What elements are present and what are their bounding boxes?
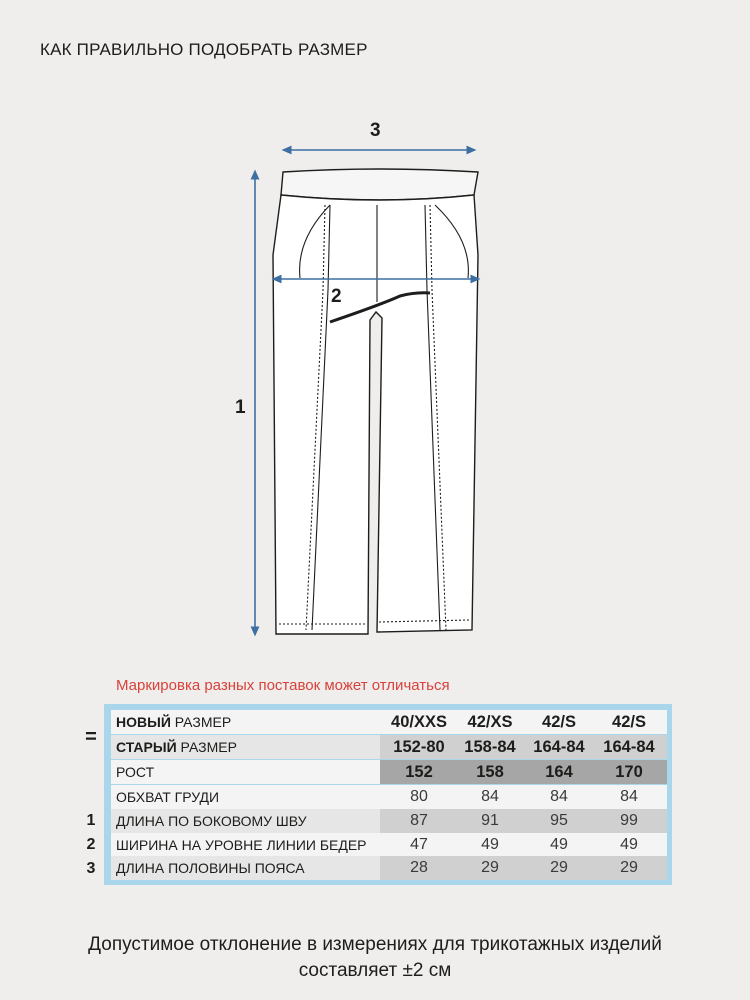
cell: 95 [550,812,568,829]
cell: 158-84 [464,738,516,756]
row-label: ОБХВАТ ГРУДИ [111,785,380,809]
tolerance-line-2: составляет ±2 см [298,960,452,981]
cell: 152 [405,763,433,781]
row-label: НОВЫЙ РАЗМЕР [111,710,380,734]
cell: 29 [550,859,568,876]
cell: 42/XS [467,713,513,731]
table-row [111,833,667,857]
table-row [111,760,667,784]
cell: 29 [620,859,638,876]
tolerance-note [0,932,750,984]
row-marker: 2 [86,836,96,853]
row-label: РОСТ [111,760,380,784]
table-row [111,785,667,809]
cell: 28 [410,859,428,876]
cell: 29 [481,859,499,876]
cell: 42/S [612,713,646,731]
hip-dimension-label: 2 [331,286,342,307]
row-values [380,856,667,880]
row-values [380,785,667,809]
cell: 87 [410,812,428,829]
waist-dimension-label: 3 [370,120,381,141]
cell: 158 [476,763,504,781]
cell: 80 [410,788,428,805]
table-row [111,735,667,759]
cell: 164 [545,763,573,781]
row-values [380,760,667,784]
cell: 164-84 [533,738,585,756]
cell: 84 [620,788,638,805]
cell: 49 [620,836,638,853]
length-dimension-label: 1 [235,397,246,418]
row-values [380,809,667,833]
row-values [380,735,667,759]
row-label: СТАРЫЙ РАЗМЕР [111,735,380,759]
cell: 42/S [542,713,576,731]
row-marker: 1 [86,812,96,829]
pants-outline [273,169,478,634]
cell: 84 [550,788,568,805]
cell: 152-80 [393,738,445,756]
row-values [380,710,667,734]
row-values [380,833,667,857]
equals-sign: = [85,726,97,748]
cell: 170 [615,763,643,781]
cell: 164-84 [603,738,655,756]
page-title: КАК ПРАВИЛЬНО ПОДОБРАТЬ РАЗМЕР [40,40,368,59]
cell: 99 [620,812,638,829]
row-label: ДЛИНА ПОЛОВИНЫ ПОЯСА [111,856,380,880]
cell: 47 [410,836,428,853]
table-row [111,856,667,880]
cell: 49 [550,836,568,853]
supply-note: Маркировка разных поставок может отличаться [116,677,450,694]
table-row [111,809,667,833]
row-label: ДЛИНА ПО БОКОВОМУ ШВУ [111,809,380,833]
table-row [111,710,667,734]
tolerance-line-1: Допустимое отклонение в измерениях для трикотажных изделий [88,934,662,955]
cell: 49 [481,836,499,853]
row-marker: 3 [86,860,96,877]
row-label: ШИРИНА НА УРОВНЕ ЛИНИИ БЕДЕР [111,833,380,857]
cell: 84 [481,788,499,805]
cell: 91 [481,812,499,829]
cell: 40/XXS [391,713,447,731]
